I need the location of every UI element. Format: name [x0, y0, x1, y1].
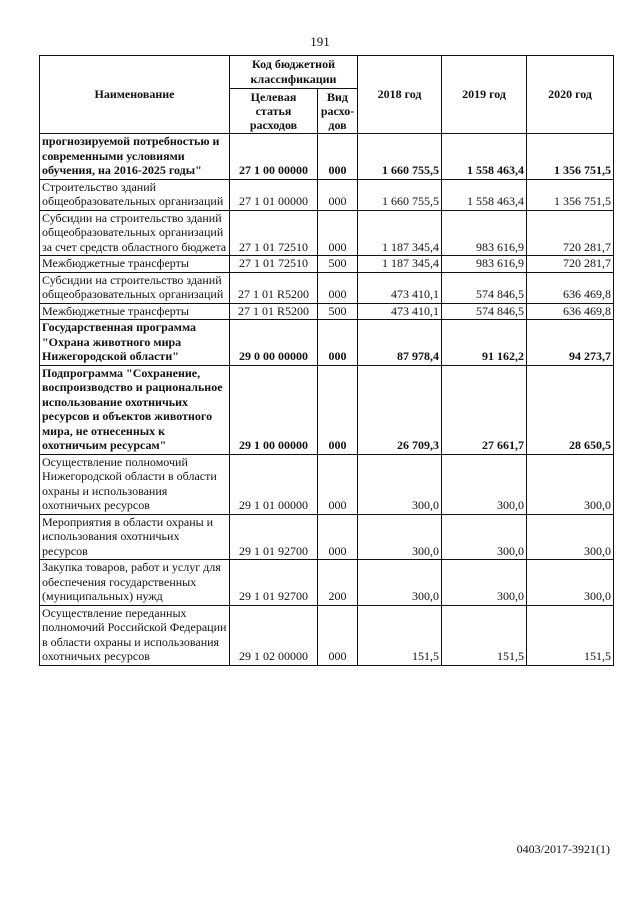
table-row	[40, 256, 614, 273]
row-amount-2018: 87 978,4	[358, 320, 442, 366]
row-amount-2019: 983 616,9	[442, 210, 527, 256]
row-amount-2020: 28 650,5	[527, 365, 614, 454]
table-row	[40, 320, 614, 366]
row-amount-2019: 300,0	[442, 514, 527, 560]
row-amount-2019: 574 846,5	[442, 272, 527, 303]
row-amount-2019: 151,5	[442, 605, 527, 665]
row-amount-2020: 636 469,8	[527, 272, 614, 303]
header-year-2018: 2018 год	[358, 56, 442, 134]
budget-table	[39, 55, 614, 666]
row-expense-type: 000	[318, 272, 358, 303]
row-name: Межбюджетные трансферты	[40, 303, 230, 320]
row-expense-type: 200	[318, 560, 358, 606]
row-target-article: 29 1 01 00000	[230, 454, 318, 514]
row-expense-type: 000	[318, 605, 358, 665]
table-row	[40, 134, 614, 180]
row-amount-2018: 26 709,3	[358, 365, 442, 454]
table-row	[40, 605, 614, 665]
row-amount-2018: 1 660 755,5	[358, 134, 442, 180]
row-name: Закупка товаров, работ и услуг для обеспечения государственных (муниципальных) нужд	[40, 560, 230, 606]
row-amount-2019: 91 162,2	[442, 320, 527, 366]
table-row	[40, 272, 614, 303]
row-name: Субсидии на строительство зданий общеобразовательных организаций за счет средств областного бюджета	[40, 210, 230, 256]
row-amount-2020: 1 356 751,5	[527, 134, 614, 180]
row-target-article: 29 1 02 00000	[230, 605, 318, 665]
document-code: 0403/2017-3921(1)	[516, 842, 610, 856]
row-name: Строительство зданий общеобразовательных организаций	[40, 179, 230, 210]
row-amount-2020: 1 356 751,5	[527, 179, 614, 210]
row-amount-2018: 300,0	[358, 514, 442, 560]
header-year-2019: 2019 год	[442, 56, 527, 134]
table-body	[40, 134, 614, 666]
row-expense-type: 000	[318, 514, 358, 560]
row-target-article: 29 1 01 92700	[230, 514, 318, 560]
row-amount-2020: 300,0	[527, 560, 614, 606]
row-expense-type: 500	[318, 256, 358, 273]
row-target-article: 27 1 00 00000	[230, 134, 318, 180]
row-target-article: 27 1 01 00000	[230, 179, 318, 210]
row-expense-type: 000	[318, 210, 358, 256]
row-name: Осуществление переданных полномочий Российской Федерации в области охраны и использования охотничьих ресурсов	[40, 605, 230, 665]
row-amount-2018: 300,0	[358, 454, 442, 514]
row-target-article: 27 1 01 R5200	[230, 303, 318, 320]
row-expense-type: 000	[318, 179, 358, 210]
row-target-article: 27 1 01 72510	[230, 210, 318, 256]
row-name: Подпрограмма "Сохранение, воспроизводство и рациональное использование охотничьих ресурсов и объектов животного мира, не отнесенных к охотничьим ресурсам"	[40, 365, 230, 454]
row-amount-2020: 300,0	[527, 454, 614, 514]
table-row	[40, 210, 614, 256]
row-name: Государственная программа "Охрана животного мира Нижегородской области"	[40, 320, 230, 366]
row-amount-2020: 720 281,7	[527, 256, 614, 273]
row-amount-2019: 574 846,5	[442, 303, 527, 320]
row-target-article: 29 1 01 92700	[230, 560, 318, 606]
row-amount-2018: 151,5	[358, 605, 442, 665]
row-amount-2019: 983 616,9	[442, 256, 527, 273]
table-row	[40, 365, 614, 454]
row-amount-2019: 1 558 463,4	[442, 179, 527, 210]
row-name: Осуществление полномочий Нижегородской области в области охраны и использования охотничьих ресурсов	[40, 454, 230, 514]
row-amount-2020: 720 281,7	[527, 210, 614, 256]
row-amount-2018: 473 410,1	[358, 303, 442, 320]
row-amount-2018: 1 187 345,4	[358, 210, 442, 256]
page-number: 191	[310, 34, 330, 49]
row-amount-2020: 636 469,8	[527, 303, 614, 320]
table-row	[40, 179, 614, 210]
table-row	[40, 454, 614, 514]
row-amount-2018: 1 187 345,4	[358, 256, 442, 273]
header-target-article: Целевая статья расходов	[230, 89, 318, 134]
row-amount-2019: 1 558 463,4	[442, 134, 527, 180]
row-target-article: 27 1 01 72510	[230, 256, 318, 273]
row-amount-2018: 300,0	[358, 560, 442, 606]
row-target-article: 29 1 00 00000	[230, 365, 318, 454]
row-amount-2020: 300,0	[527, 514, 614, 560]
row-amount-2018: 1 660 755,5	[358, 179, 442, 210]
row-name: Мероприятия в области охраны и использования охотничьих ресурсов	[40, 514, 230, 560]
table-row	[40, 560, 614, 606]
row-target-article: 27 1 01 R5200	[230, 272, 318, 303]
row-amount-2018: 473 410,1	[358, 272, 442, 303]
header-code-group: Код бюджетной классификации	[230, 56, 358, 89]
row-target-article: 29 0 00 00000	[230, 320, 318, 366]
table-row	[40, 514, 614, 560]
row-expense-type: 000	[318, 134, 358, 180]
row-name: прогнозируемой потребностью и современными условиями обучения, на 2016-2025 годы"	[40, 134, 230, 180]
row-amount-2020: 151,5	[527, 605, 614, 665]
header-expense-type: Вид расхо-дов	[318, 89, 358, 134]
row-name: Межбюджетные трансферты	[40, 256, 230, 273]
row-expense-type: 000	[318, 454, 358, 514]
header-name: Наименование	[40, 56, 230, 134]
row-expense-type: 000	[318, 320, 358, 366]
row-expense-type: 000	[318, 365, 358, 454]
row-amount-2019: 300,0	[442, 454, 527, 514]
row-amount-2019: 300,0	[442, 560, 527, 606]
row-amount-2019: 27 661,7	[442, 365, 527, 454]
row-name: Субсидии на строительство зданий общеобразовательных организаций	[40, 272, 230, 303]
table-row	[40, 303, 614, 320]
row-expense-type: 500	[318, 303, 358, 320]
header-year-2020: 2020 год	[527, 56, 614, 134]
row-amount-2020: 94 273,7	[527, 320, 614, 366]
